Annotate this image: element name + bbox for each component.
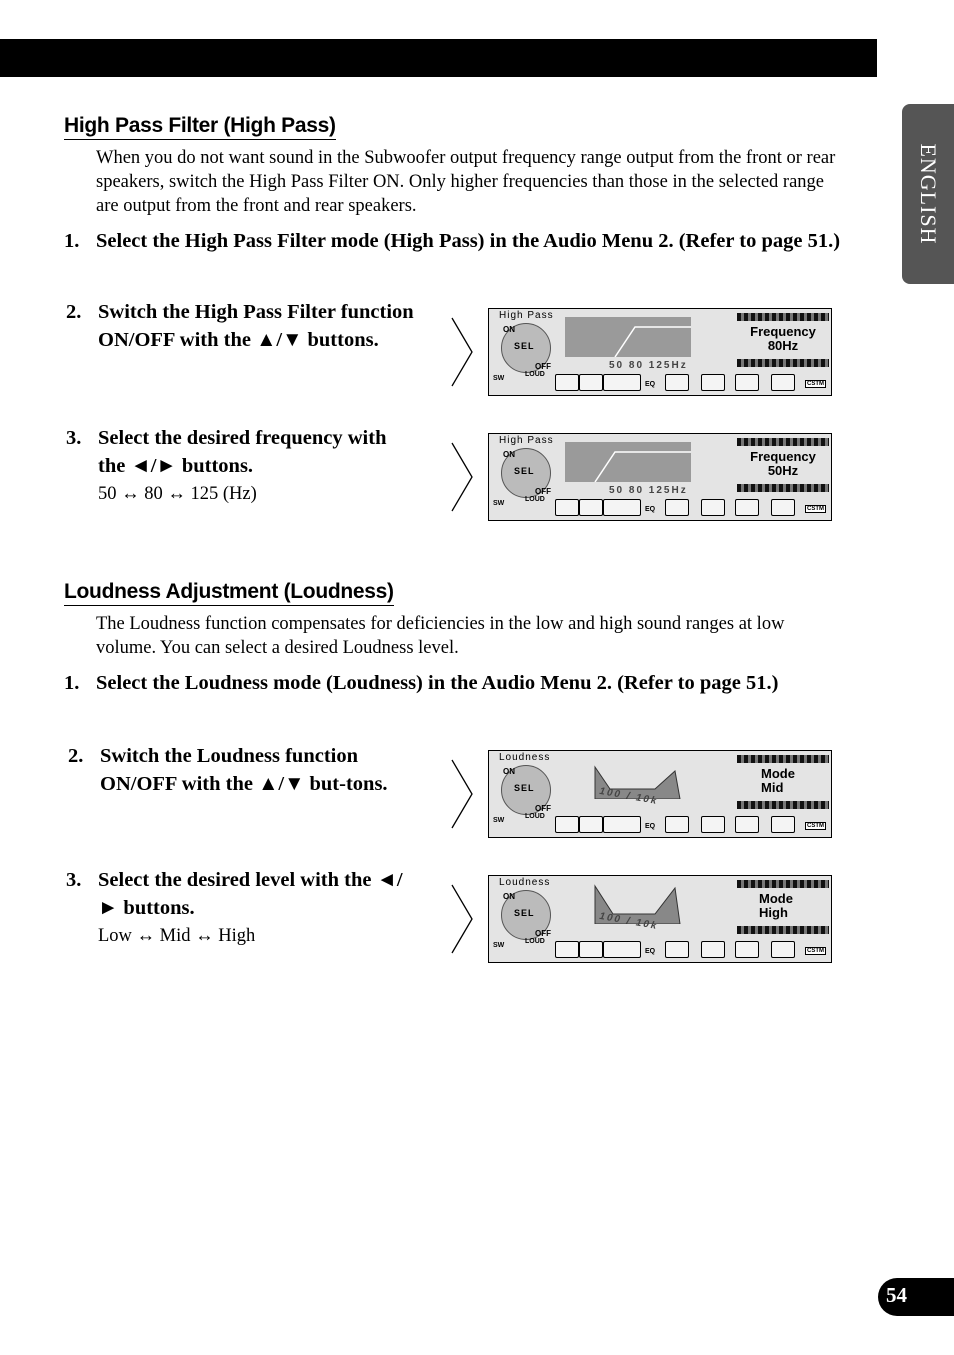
header-bar [0, 39, 877, 77]
arrow-indicator-icon [450, 316, 474, 388]
page-number-badge [878, 1278, 954, 1316]
arrow-indicator-icon [450, 883, 474, 955]
eq-curve-icon [665, 374, 689, 391]
option-sequence: Low ↔ Mid ↔ High [98, 926, 256, 946]
lcd-band-top [737, 438, 829, 446]
eq-label: EQ [645, 823, 656, 830]
sw-label: SW [493, 375, 505, 382]
option-sequence: 50 ↔ 80 ↔ 125 (Hz) [98, 484, 257, 504]
eq-curve-icon [701, 499, 725, 516]
lcd-mode-title: Loudness [499, 877, 551, 888]
function-box-icon [579, 816, 603, 833]
sel-knob-icon: SEL [501, 765, 551, 815]
lcd-scale: 50 80 125Hz [609, 485, 688, 496]
lcd-band-bottom [737, 484, 829, 492]
arrow-indicator-icon [450, 441, 474, 513]
lcd-scale: 100 / 10k [598, 785, 660, 808]
lcd-band-top [737, 880, 829, 888]
step-number: 1. [64, 672, 80, 694]
function-box-icon [603, 816, 641, 833]
function-box-icon [603, 941, 641, 958]
step-3 [66, 866, 416, 922]
lcd-function-row [489, 813, 832, 837]
loud-label: LOUD [525, 496, 545, 503]
function-box-icon [603, 374, 641, 391]
lcd-function-row [489, 496, 832, 520]
function-box-icon [579, 374, 603, 391]
lcd-function-row [489, 371, 832, 395]
loud-label: LOUD [525, 938, 545, 945]
section-heading-high-pass: High Pass Filter (High Pass) [64, 114, 336, 140]
function-box-icon [555, 816, 579, 833]
lcd-mode-title: Loudness [499, 752, 551, 763]
lcd-band-top [737, 313, 829, 321]
lcd-function-row [489, 938, 832, 962]
step-number: 3. [66, 869, 82, 891]
lcd-off-label: OFF [535, 362, 551, 371]
eq-curve-icon [771, 941, 795, 958]
eq-curve-icon [735, 374, 759, 391]
sel-knob-icon: SEL [501, 890, 551, 940]
lcd-on-label: ON [503, 767, 515, 776]
eq-label: EQ [645, 381, 656, 388]
function-box-icon [579, 499, 603, 516]
lcd-display [488, 750, 832, 838]
eq-curve-icon [701, 374, 725, 391]
step-3 [66, 424, 416, 480]
step-text: Select the High Pass Filter mode (High Pass) in the Audio Menu 2. (Refer to page 51.) [96, 230, 841, 252]
lcd-on-label: ON [503, 450, 515, 459]
function-box-icon [555, 374, 579, 391]
lcd-display [488, 875, 832, 963]
sw-label: SW [493, 817, 505, 824]
lcd-readout: Frequency 80Hz [750, 324, 816, 353]
lcd-off-label: OFF [535, 487, 551, 496]
cstm-label: CSTM [807, 381, 824, 387]
lcd-mode-title: High Pass [499, 435, 554, 446]
section-intro: The Loudness function compensates for deficiencies in the low and high sound ranges at low volume. You can select a desired Loudness level. [96, 614, 785, 658]
function-box-icon [555, 941, 579, 958]
lcd-display [488, 308, 832, 396]
arrow-indicator-icon [450, 758, 474, 830]
eq-curve-icon [665, 941, 689, 958]
lcd-readout: Mode Mid [761, 766, 795, 795]
cstm-label: CSTM [807, 823, 824, 829]
eq-curve-icon [771, 816, 795, 833]
step-2 [68, 742, 418, 798]
eq-curve-icon [665, 499, 689, 516]
step-number: 2. [66, 301, 82, 323]
step-text: Switch the High Pass Filter function ON/OFF with the ▲/▼ buttons. [98, 301, 414, 351]
eq-curve-icon [735, 941, 759, 958]
eq-curve-icon [665, 816, 689, 833]
high-pass-curve-icon [565, 317, 691, 357]
high-pass-curve-icon [565, 442, 691, 482]
step-number: 3. [66, 427, 82, 449]
lcd-band-bottom [737, 926, 829, 934]
step-text: Select the desired level with the ◄/► buttons. [98, 869, 403, 919]
function-box-icon [555, 499, 579, 516]
language-tab [902, 104, 954, 284]
step-1 [64, 670, 854, 697]
language-label: ENGLISH [916, 143, 941, 245]
loud-label: LOUD [525, 371, 545, 378]
section-intro: When you do not want sound in the Subwoofer output frequency range output from the front or rear speakers, switch the High Pass Filter ON. Only higher frequencies than those in the selected range are output from the front and rear speakers. [96, 148, 836, 216]
sw-label: SW [493, 500, 505, 507]
eq-curve-icon [771, 374, 795, 391]
step-number: 1. [64, 230, 80, 252]
lcd-scale: 50 80 125Hz [609, 360, 688, 371]
lcd-off-label: OFF [535, 929, 551, 938]
lcd-display [488, 433, 832, 521]
sel-knob-icon: SEL [501, 448, 551, 498]
step-number: 2. [68, 745, 84, 767]
step-1 [64, 228, 854, 255]
cstm-label: CSTM [807, 948, 824, 954]
function-box-icon [603, 499, 641, 516]
lcd-scale: 100 / 10k [598, 910, 660, 933]
section-heading-loudness: Loudness Adjustment (Loudness) [64, 580, 394, 606]
page-number: 54 [886, 1283, 907, 1307]
lcd-band-bottom [737, 801, 829, 809]
eq-curve-icon [735, 816, 759, 833]
eq-label: EQ [645, 948, 656, 955]
eq-curve-icon [735, 499, 759, 516]
function-box-icon [579, 941, 603, 958]
lcd-on-label: ON [503, 325, 515, 334]
sel-knob-icon: SEL [501, 323, 551, 373]
lcd-readout: Mode High [759, 891, 793, 920]
step-text: Switch the Loudness function ON/OFF with the ▲/▼ but-tons. [100, 745, 388, 795]
lcd-readout: Frequency 50Hz [750, 449, 816, 478]
step-text: Select the desired frequency with the ◄/► buttons. [98, 427, 387, 477]
cstm-label: CSTM [807, 506, 824, 512]
lcd-band-bottom [737, 359, 829, 367]
eq-curve-icon [701, 941, 725, 958]
lcd-on-label: ON [503, 892, 515, 901]
lcd-band-top [737, 755, 829, 763]
lcd-mode-title: High Pass [499, 310, 554, 321]
step-2 [66, 298, 416, 354]
eq-curve-icon [771, 499, 795, 516]
lcd-off-label: OFF [535, 804, 551, 813]
sw-label: SW [493, 942, 505, 949]
step-text: Select the Loudness mode (Loudness) in the Audio Menu 2. (Refer to page 51.) [96, 672, 779, 694]
loud-label: LOUD [525, 813, 545, 820]
eq-label: EQ [645, 506, 656, 513]
eq-curve-icon [701, 816, 725, 833]
